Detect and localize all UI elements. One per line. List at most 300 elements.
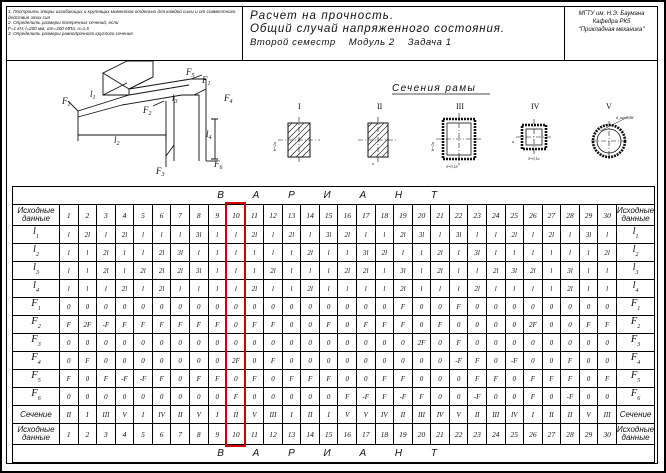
variant-number: 28 [561,424,580,445]
section-value: I [282,406,301,424]
cell-value: l [486,280,505,298]
variant-number: 13 [282,424,301,445]
cell-value: -F [561,388,580,406]
variant-number: 3 [97,205,116,226]
section-IV [510,102,552,162]
row-label-index: 1 [635,233,639,240]
cell-value: 0 [60,388,79,406]
row-label-index: 3 [635,269,639,276]
cell-value: F [357,316,376,334]
cell-value: 0 [319,352,338,370]
row-label [13,244,60,262]
cell-value: 2l [115,280,134,298]
variant-number: 18 [375,424,394,445]
cell-value: l [338,280,357,298]
cell-value: 0 [542,316,561,334]
variants-table [12,186,655,463]
cell-value: l [171,280,190,298]
cell-value: l [134,226,153,244]
row-label [13,298,60,316]
row-label-symbol: l [33,244,36,256]
cell-value: 2l [468,280,487,298]
cell-value: 0 [78,370,97,388]
cell-value: l [449,262,468,280]
cell-value: 0 [505,298,524,316]
cell-value: l [468,226,487,244]
cell-value: 0 [486,316,505,334]
label-f4: $F_4$ [224,93,233,105]
cell-value: 2l [561,280,580,298]
cell-value: 0 [301,388,320,406]
row-label-symbol: l [33,280,36,292]
cell-value: 0 [152,334,171,352]
variant-number: 8 [189,205,208,226]
cell-value: 0 [245,388,264,406]
cell-value: 0 [524,352,543,370]
cell-value: 3l [319,226,338,244]
section-value: IV [375,406,394,424]
row-label-index: 6 [637,395,641,402]
cell-value: 0 [468,298,487,316]
cell-value: F [561,352,580,370]
cell-value: 2l [505,226,524,244]
cell-value: l [78,262,97,280]
section-value: V [579,406,598,424]
cell-value: F [375,370,394,388]
cell-value: l [115,244,134,262]
cell-value: l [171,226,190,244]
cell-value: l [449,244,468,262]
variant-number: 27 [542,424,561,445]
cell-value: 0 [375,298,394,316]
cell-value: l [264,226,283,244]
cell-value: F [171,316,190,334]
cell-value: F [412,388,431,406]
section-row-label: Сечение [13,406,60,424]
cell-value: F [208,370,227,388]
cell-value: 0 [486,298,505,316]
cell-value: -F [115,370,134,388]
row-label-symbol: F [31,298,38,310]
cell-value: l [524,226,543,244]
row-label-index: 3 [637,341,641,348]
cell-value: 0 [301,298,320,316]
variant-number: 25 [505,424,524,445]
cell-value: l [579,280,598,298]
cell-value: F [264,352,283,370]
cell-value: 3l [505,262,524,280]
cell-value: l [208,280,227,298]
label-l2: $l_2$ [114,135,120,147]
cell-value: l [524,244,543,262]
cell-value: F [264,316,283,334]
cell-value: 0 [431,388,450,406]
cell-value: 0 [282,388,301,406]
cell-value: 0 [394,334,413,352]
cell-value: 0 [245,352,264,370]
cell-value: 0 [282,298,301,316]
row-label-symbol: F [630,388,638,400]
cell-value: l [561,244,580,262]
section-value: IV [505,406,524,424]
svg-text:I: I [298,102,301,111]
cell-value: 2l [78,226,97,244]
row-label-symbol: F [630,334,638,346]
cell-value: 0 [394,352,413,370]
cell-value: 0 [579,334,598,352]
variant-number: 9 [208,205,227,226]
svg-text:a: a [372,161,374,166]
row-label-symbol: l [632,244,636,256]
variant-number: 29 [579,205,598,226]
cell-value: 0 [60,298,79,316]
cell-value: 0 [134,352,153,370]
cell-value: F [579,316,598,334]
cell-value: 0 [189,388,208,406]
cell-value: l [412,262,431,280]
cell-value: 0 [282,352,301,370]
cell-value: l [134,280,153,298]
cell-value: F [375,316,394,334]
cell-value: l [227,226,246,244]
section-value: V [449,406,468,424]
sections-title: Сечения рамы [392,83,477,94]
cell-value: l [431,280,450,298]
cell-value: 2l [245,280,264,298]
cell-value: 0 [171,388,190,406]
cell-value: 2l [357,262,376,280]
cell-value: 0 [486,334,505,352]
section-value: III [264,406,283,424]
cell-value: l [227,280,246,298]
cell-value: l [375,262,394,280]
row-label-index: 4 [637,359,641,366]
cell-value: F [598,316,617,334]
section-row [13,406,655,424]
row-label-index: 2 [37,323,41,330]
section-value: V [338,406,357,424]
cell-value: F [189,316,208,334]
cell-value: F [227,388,246,406]
cell-value: 0 [97,388,116,406]
cell-value: 0 [449,316,468,334]
cell-value: 0 [357,370,376,388]
institution-line: МГТУ им. Н.Э. Баумана [578,11,645,17]
cell-value: 0 [115,334,134,352]
cell-value: 0 [189,334,208,352]
cell-value: 0 [115,298,134,316]
variant-number: 20 [412,424,431,445]
row-label [616,244,654,262]
cell-value: F [598,370,617,388]
footer-label: Исходные данные [616,424,654,445]
variant-number: 30 [598,424,617,445]
row-label-symbol: l [632,226,636,238]
row-label-index: 3 [37,341,41,348]
variant-number: 12 [264,205,283,226]
row-label [616,316,654,334]
cell-value: l [78,280,97,298]
cell-value: l [598,280,617,298]
cell-value: F [524,370,543,388]
cell-value: 0 [227,334,246,352]
cell-value: l [60,244,79,262]
section-value: II [542,406,561,424]
cell-value: 0 [189,352,208,370]
cell-value: l [598,262,617,280]
section-II [358,102,398,166]
row-label-symbol: l [33,226,36,238]
row-label-index: 4 [37,359,41,366]
cell-value: 3l [561,262,580,280]
variant-number: 5 [134,205,153,226]
cell-value: 0 [134,334,153,352]
cell-value: l [134,244,153,262]
footer-label: Исходные данные [13,424,60,445]
cell-value: l [561,226,580,244]
row-label [616,352,654,370]
section-V [591,102,634,161]
cell-value: l [319,244,338,262]
cell-value: -F [357,388,376,406]
row-label-index: 1 [37,305,41,312]
section-value: III [598,406,617,424]
cell-value: 0 [542,298,561,316]
svg-text:b=2a: b=2a [430,142,435,151]
variant-number: 9 [208,424,227,445]
cell-value: 0 [171,352,190,370]
cell-value: F [245,316,264,334]
cell-value: l [412,280,431,298]
cell-value: F [561,370,580,388]
variant-number: 15 [319,205,338,226]
variant-number: 22 [449,205,468,226]
cell-value: 0 [338,334,357,352]
cell-value: l [282,244,301,262]
cell-value: 0 [152,388,171,406]
row-label-symbol: F [31,352,38,364]
variant-number: 14 [301,424,320,445]
institution-line: "Прикладная механика" [578,27,645,33]
cell-value: l [505,280,524,298]
cell-value: 0 [375,334,394,352]
cell-value: 2l [134,262,153,280]
section-value: II [171,406,190,424]
label-f5: $F_5$ [186,67,195,79]
cell-value: l [189,280,208,298]
cell-value: 3l [189,226,208,244]
row-label [616,334,654,352]
cell-value: F [542,370,561,388]
section-value: II [60,406,79,424]
svg-text:d_вн=0,8d: d_вн=0,8d [616,115,634,120]
cell-value: l [505,244,524,262]
cell-value: l [431,226,450,244]
cell-value: -F [134,370,153,388]
variant-number: 29 [579,424,598,445]
cell-value: l [542,262,561,280]
row-label-index: 1 [35,233,39,240]
title-line-3: Второй семестр Модуль 2 Задача 1 [250,37,452,48]
cell-value: 2l [171,262,190,280]
header-label: Исходные данные [13,205,60,226]
section-value: III [97,406,116,424]
variant-number: 2 [78,424,97,445]
svg-text:IV: IV [531,102,540,111]
cell-value: l [394,244,413,262]
section-value: I [78,406,97,424]
cell-value: 0 [338,370,357,388]
label-l1: $l_1$ [90,89,96,101]
cell-value: 0 [542,334,561,352]
row-label [13,334,60,352]
cell-value: 2l [338,226,357,244]
cell-value: 0 [301,316,320,334]
variant-number: 27 [542,205,561,226]
cell-value: 2l [301,244,320,262]
row-label [616,298,654,316]
section-value: IV [431,406,450,424]
cell-value: 2l [394,226,413,244]
svg-text:b=2a: b=2a [272,142,277,151]
cell-value: 2l [338,262,357,280]
cell-value: 0 [338,298,357,316]
cell-value: F [468,352,487,370]
section-value: I [319,406,338,424]
label-f2: $F_2$ [143,105,152,117]
row-label [616,226,654,244]
cell-value: l [152,226,171,244]
variant-number: 22 [449,424,468,445]
cell-value: 0 [505,334,524,352]
cell-value: l [319,280,338,298]
cell-value: 0 [412,298,431,316]
variant-number: 4 [115,205,134,226]
cell-value: l [97,280,116,298]
row-label-symbol: F [31,388,38,400]
cell-value: 0 [189,298,208,316]
cell-value: 2l [524,262,543,280]
cell-value: 0 [542,352,561,370]
cell-value: 0 [505,370,524,388]
row-label-index: 6 [37,395,41,402]
frame-drawing [6,61,658,185]
cell-value: F [60,316,79,334]
cell-value: 2l [598,244,617,262]
cell-value: 0 [208,352,227,370]
cell-value: l [115,262,134,280]
cell-value: 0 [598,334,617,352]
row-label-symbol: F [630,298,638,310]
cell-value: l [449,280,468,298]
cell-value: 0 [338,352,357,370]
cell-value: 3l [449,226,468,244]
section-value: IV [152,406,171,424]
cell-value: 2l [152,244,171,262]
task-line: F=1 кН; l=200 мм; σт=300 МПа; n=1,5 [8,25,89,31]
row-label-symbol: F [630,370,638,382]
cell-value: l [60,226,79,244]
row-label [616,262,654,280]
row-label [13,370,60,388]
cell-value: 0 [152,298,171,316]
cell-value: 0 [208,388,227,406]
task-description [6,6,243,61]
cell-value: 0 [524,298,543,316]
cell-value: 2F [227,352,246,370]
row-label-symbol: l [33,262,36,274]
section-value: II [394,406,413,424]
variant-number: 24 [486,424,505,445]
cell-value: F [245,370,264,388]
cell-value: F [282,370,301,388]
variant-number: 17 [357,205,376,226]
row-label [13,262,60,280]
row-label-symbol: l [632,262,636,274]
row-label [616,370,654,388]
label-f1-top: $F_1$ [202,75,211,87]
variant-title-bottom: В А Р И А Н Т [13,445,655,463]
cell-value: 0 [357,352,376,370]
section-value: II [468,406,487,424]
cell-value: 2l [282,226,301,244]
cell-value: 2l [486,262,505,280]
row-label-index: 1 [637,305,641,312]
section-I [272,102,320,163]
cell-value: 3l [579,226,598,244]
cell-value: 0 [78,334,97,352]
section-value: I [524,406,543,424]
variant-number: 30 [598,205,617,226]
cell-value: 3l [189,262,208,280]
row-label [13,388,60,406]
variant-number: 1 [60,424,79,445]
cell-value: 0 [579,388,598,406]
cell-value: 2F [412,334,431,352]
variant-number: 5 [134,424,153,445]
cell-value: F [449,334,468,352]
table-row [13,298,655,316]
row-label [616,280,654,298]
cell-value: 0 [115,352,134,370]
title-block [6,6,658,61]
table-row [13,226,655,244]
cell-value: l [227,262,246,280]
cell-value: 0 [282,334,301,352]
section-value: II [301,406,320,424]
cell-value: l [542,244,561,262]
cell-value: 0 [319,388,338,406]
cell-value: l [264,280,283,298]
section-value: II [561,406,580,424]
section-III [430,102,482,170]
cell-value: 0 [561,298,580,316]
label-f6: $F_6$ [214,159,223,171]
cell-value: 0 [505,316,524,334]
cell-value: 0 [78,298,97,316]
variant-number: 4 [115,424,134,445]
cell-value: 2l [97,262,116,280]
variant-title: В А Р И А Н Т [13,187,655,205]
cell-value: 0 [60,334,79,352]
cell-value: 3l [394,262,413,280]
row-label-symbol: F [630,352,638,364]
variant-number: 8 [189,424,208,445]
cell-value: 2l [115,226,134,244]
cell-value: 2l [245,226,264,244]
cell-value: 0 [486,352,505,370]
section-value: I [134,406,153,424]
